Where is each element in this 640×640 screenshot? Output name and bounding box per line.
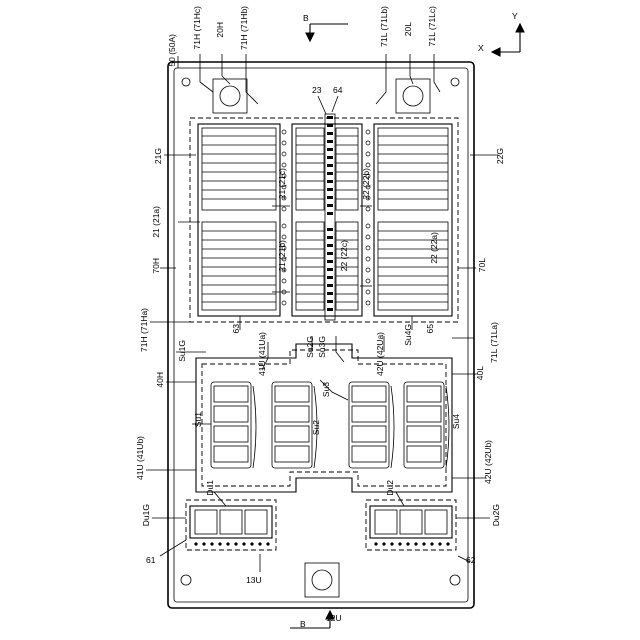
label-62: 62 — [466, 555, 476, 565]
label-21G: 21G — [153, 148, 163, 165]
label-63: 63 — [231, 324, 241, 334]
label-20L: 20L — [403, 22, 413, 37]
label-Su1: Su1 — [193, 412, 203, 428]
label-40L: 40L — [475, 366, 485, 381]
label-20H: 20H — [215, 22, 225, 38]
label-22G: 22G — [495, 148, 505, 165]
label-section-b-top: B — [303, 13, 309, 23]
label-Su3G: Su3G — [317, 336, 327, 358]
label-13U: 13U — [246, 575, 262, 585]
label-70H: 70H — [151, 258, 161, 274]
label-71La: 71L (71La) — [489, 322, 499, 363]
label-71Hb: 71H (71Hb) — [239, 6, 249, 50]
label-22b: 22 (22b) — [361, 168, 371, 200]
label-41Ub: 41U (41Ub) — [135, 436, 145, 480]
label-Du2G: Du2G — [491, 504, 501, 527]
label-71Ha: 71H (71Ha) — [139, 308, 149, 352]
label-71Lc: 71L (71Lc) — [427, 6, 437, 47]
label-Du1G: Du1G — [141, 504, 151, 527]
label-71Lb: 71L (71Lb) — [379, 6, 389, 47]
label-Su1G: Su1G — [177, 340, 187, 362]
label-21b: 21 (21b) — [277, 240, 287, 272]
label-22a: 22 (22a) — [429, 232, 439, 264]
label-Su2G: Su2G — [305, 336, 315, 358]
label-40H: 40H — [155, 372, 165, 388]
label-Su3: Su3 — [321, 382, 331, 398]
label-21-21a: 21 (21a) — [151, 206, 161, 238]
label-Du1: Du1 — [205, 480, 215, 496]
label-70L: 70L — [477, 258, 487, 273]
label-71Hc: 71H (71Hc) — [192, 6, 202, 50]
label-Su4: Su4 — [451, 414, 461, 430]
label-64: 64 — [333, 85, 343, 95]
label-42Ua: 42U (42Ua) — [375, 332, 385, 376]
label-21c: 21 (21c) — [277, 168, 287, 200]
label-65: 65 — [425, 324, 435, 334]
label-22c: 22 (22c) — [339, 240, 349, 272]
label-23: 23 — [312, 85, 322, 95]
label-12U: 12U — [326, 613, 342, 623]
label-Du2: Du2 — [385, 480, 395, 496]
label-50-50A: 50 (50A) — [167, 34, 177, 67]
label-42Ub: 42U (42Ub) — [483, 440, 493, 484]
label-section-b-bottom: B — [300, 619, 306, 629]
label-Su4G: Su4G — [403, 324, 413, 346]
label-61: 61 — [146, 555, 156, 565]
label-Su2: Su2 — [311, 420, 321, 436]
label-41Ua: 41U (41Ua) — [257, 332, 267, 376]
label-axis-y: Y — [512, 11, 518, 21]
label-axis-x: X — [478, 43, 484, 53]
